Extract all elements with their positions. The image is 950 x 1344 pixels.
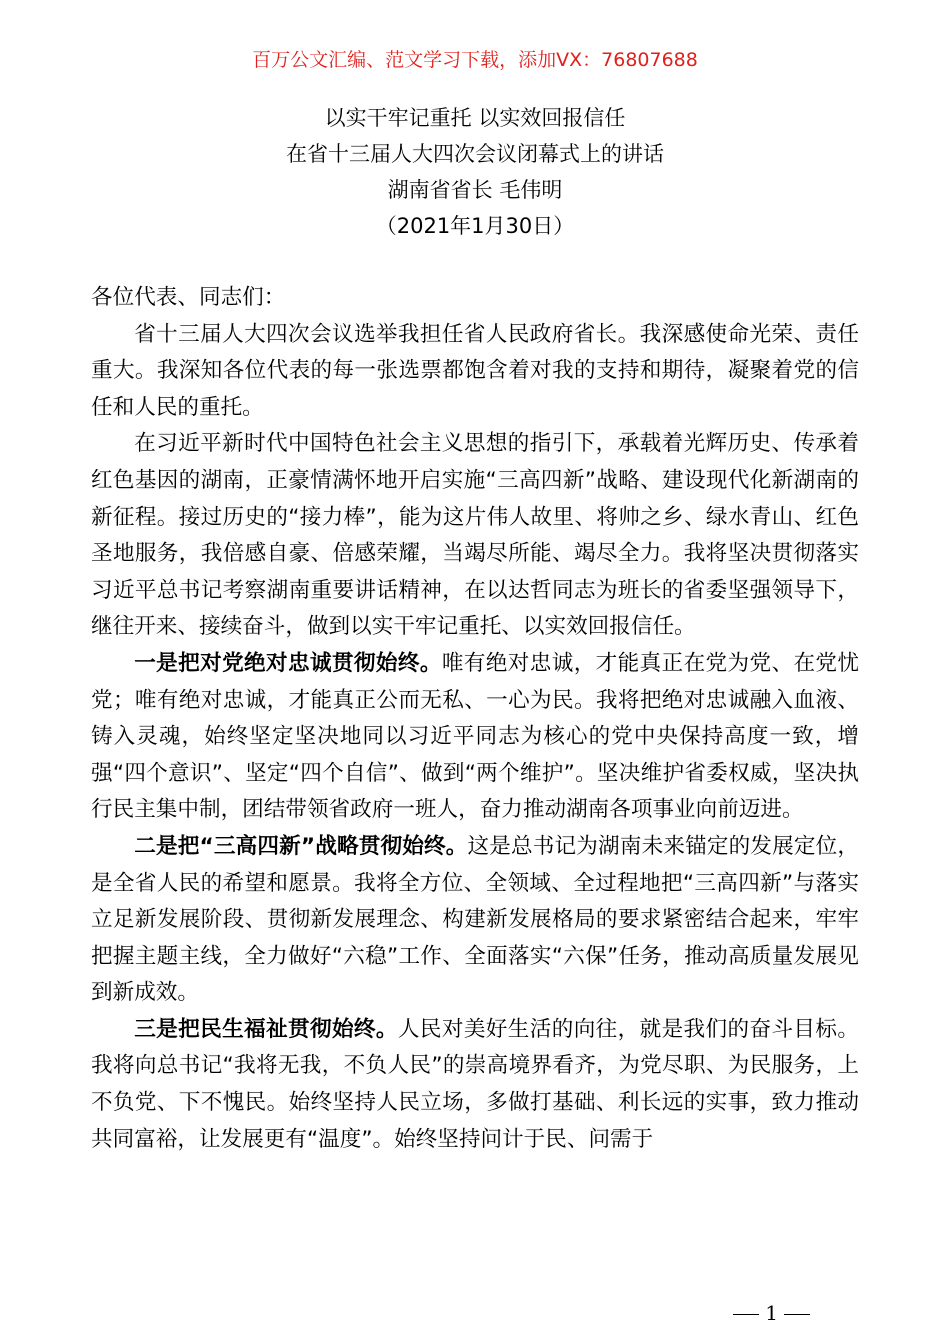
paragraph-3 (91, 646, 859, 829)
salutation: 各位代表、同志们： (91, 285, 286, 310)
page-number-right-dash (784, 1314, 810, 1315)
paragraph-3-text: 唯有绝对忠诚，才能真正在党为党、在党忧党；唯有绝对忠诚，才能真正公而无私、一心为民。我将把绝对忠诚融入血液、铸入灵魂，始终坚定坚决地同以习近平同志为核心的党中央保持高度一致，增强“四个意识”、坚定“四个自信”、做到“两个维护”。坚决维护省委权威，坚决执行民主集中制，团结带领省政府一班人，奋力推动湖南各项事业向前迈进。 (91, 650, 859, 823)
title-block (0, 100, 950, 244)
paragraph-4-heading: 二是把“三高四新”战略贯彻始终。 (134, 833, 468, 859)
page-number-left-dash (733, 1314, 759, 1315)
paragraph-3-heading: 一是把对党绝对忠诚贯彻始终。 (134, 650, 442, 676)
speech-body (91, 280, 859, 1158)
speech-title: 以实干牢记重托 以实效回报信任 (324, 106, 626, 130)
page-number-value: 1 (765, 1301, 778, 1325)
paragraph-4 (91, 829, 859, 1012)
paragraph-2: 在习近平新时代中国特色社会主义思想的指引下，承载着光辉历史、传承着红色基因的湖南，正豪情满怀地开启实施“三高四新”战略、建设现代化新湖南的新征程。接过历史的“接力棒”，能为这片伟人故里、将帅之乡、绿水青山、红色圣地服务，我倍感自豪、倍感荣耀，当竭尽所能、竭尽全力。我将坚决贯彻落实习近平总书记考察湖南重要讲话精神，在以达哲同志为班长的省委坚强领导下，继往开来、接续奋斗，做到以实干牢记重托、以实效回报信任。 (91, 431, 859, 640)
paragraph-1: 省十三届人大四次会议选举我担任省人民政府省长。我深感使命光荣、责任重大。我深知各位代表的每一张选票都饱含着对我的支持和期待，凝聚着党的信任和人民的重托。 (91, 321, 859, 420)
paragraph-5-heading: 三是把民生福祉贯彻始终。 (134, 1016, 398, 1042)
paragraph-4-text: 这是总书记为湖南未来锚定的发展定位，是全省人民的希望和愿景。我将全方位、全领域、全过程地把“三高四新”与落实立足新发展阶段、贯彻新发展理念、构建新发展格局的要求紧密结合起来，牢牢把握主题主线，全力做好“六稳”工作、全面落实“六保”任务，推动高质量发展见到新成效。 (91, 833, 859, 1006)
speech-date: （2021年1月30日） (375, 214, 575, 238)
paragraph-5-text: 人民对美好生活的向往，就是我们的奋斗目标。我将向总书记“我将无我，不负人民”的崇高境界看齐，为党尽职、为民服务，上不负党、下不愧民。始终坚持人民立场，多做打基础、利长远的实事，致力推动共同富裕，让发展更有“温度”。始终坚持问计于民、问需于 (91, 1016, 859, 1152)
paragraph-5 (91, 1012, 859, 1158)
page-number (0, 1298, 852, 1328)
speaker-line: 湖南省省长 毛伟明 (387, 178, 563, 202)
speech-subtitle: 在省十三届人大四次会议闭幕式上的讲话 (286, 142, 664, 166)
download-banner: 百万公文汇编、范文学习下载，添加VX：76807688 (252, 49, 698, 71)
